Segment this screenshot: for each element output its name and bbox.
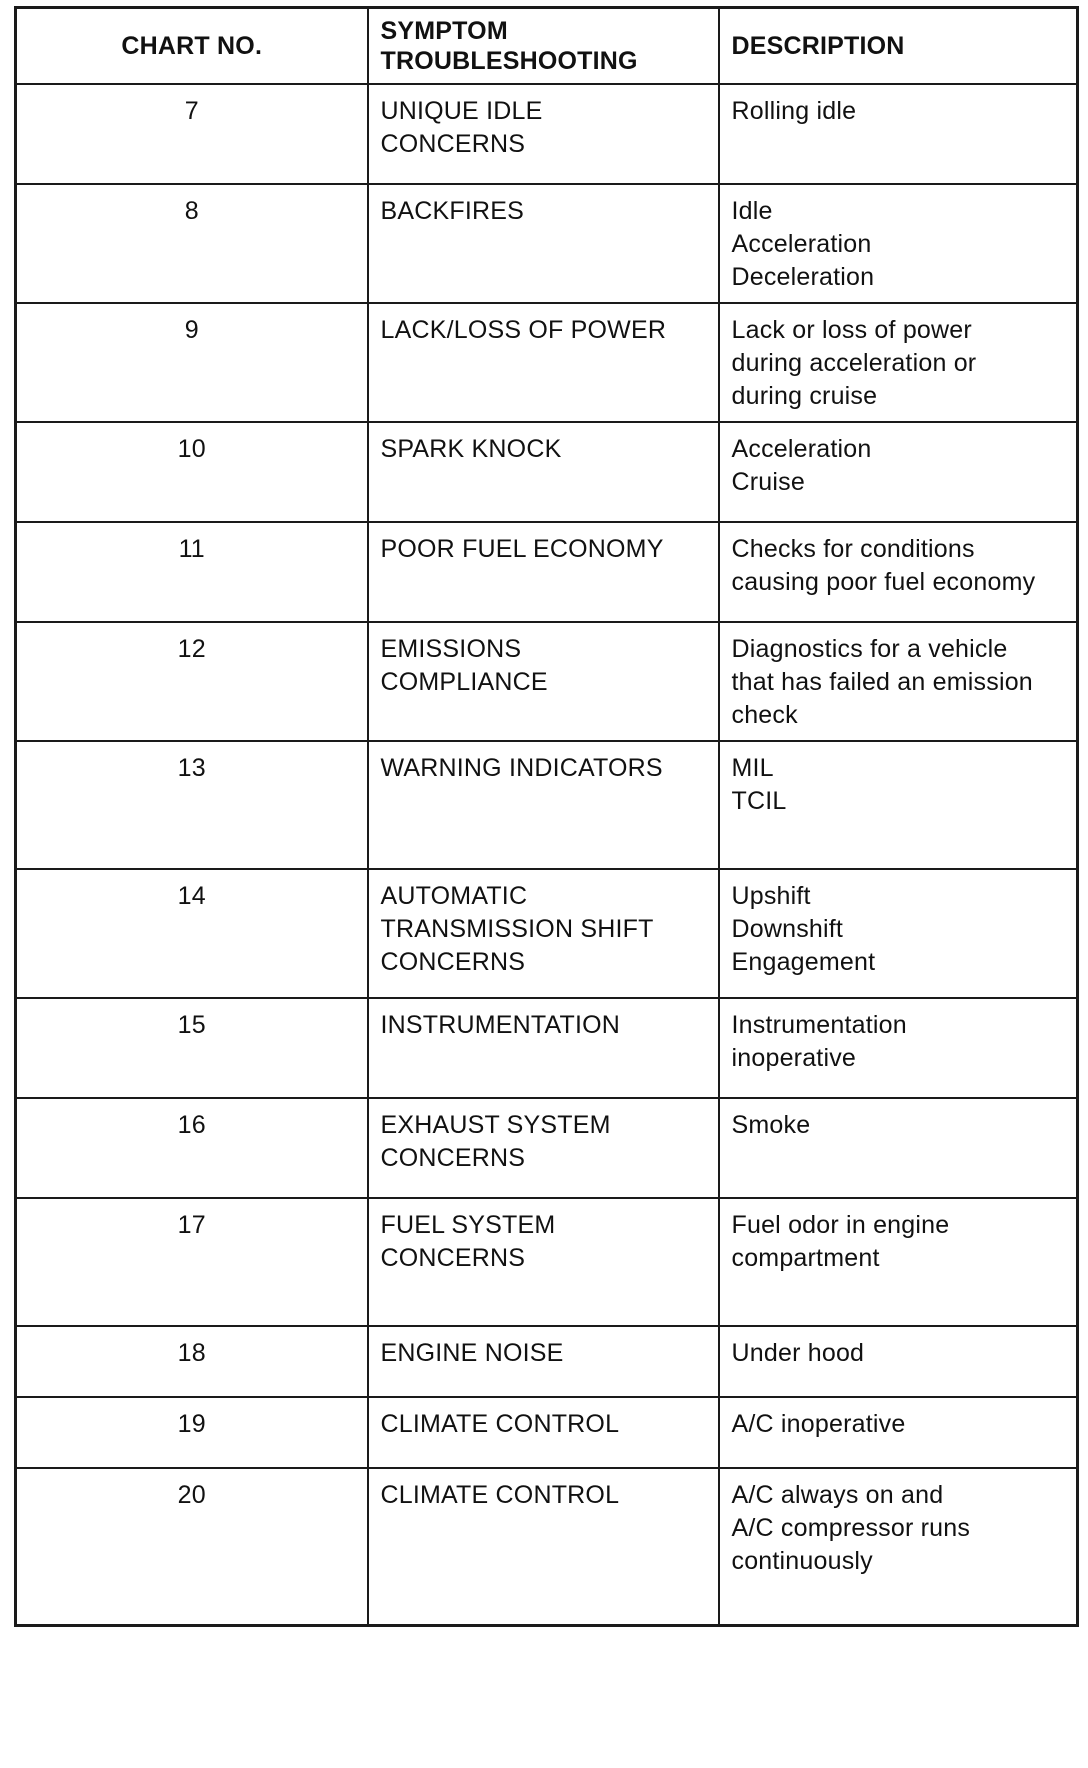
- chart-number: 14: [177, 882, 206, 910]
- symptom-text: CLIMATE CONTROL: [380, 1410, 620, 1438]
- symptom-cell: [368, 998, 719, 1098]
- description-cell: [719, 303, 1078, 422]
- chart-number: 11: [178, 535, 205, 563]
- symptom-cell: [368, 1098, 719, 1198]
- description-text: Diagnostics for a vehicle: [731, 635, 1008, 663]
- symptom-text: TRANSMISSION SHIFT: [380, 915, 654, 943]
- symptom-text: CONCERNS: [380, 948, 526, 976]
- header-symptom-line: TROUBLESHOOTING: [380, 47, 638, 75]
- description-text: Smoke: [731, 1111, 811, 1139]
- description-cell: [719, 1326, 1078, 1397]
- symptom-text: SPARK KNOCK: [380, 435, 562, 463]
- description-text: Under hood: [731, 1339, 865, 1367]
- chart-number-cell: [16, 1326, 368, 1397]
- description-text: Acceleration: [731, 230, 872, 258]
- description-cell: [719, 184, 1078, 303]
- description-cell: [719, 869, 1078, 998]
- description-cell: [719, 422, 1078, 522]
- symptom-cell: [368, 422, 719, 522]
- header-symptom: [368, 8, 719, 85]
- symptom-cell: [368, 622, 719, 741]
- chart-number-cell: [16, 422, 368, 522]
- symptom-text: AUTOMATIC: [380, 882, 528, 910]
- description-text: that has failed an emission: [731, 668, 1033, 696]
- description-cell: [719, 1468, 1078, 1625]
- symptom-cell: [368, 1198, 719, 1326]
- symptom-cell: [368, 184, 719, 303]
- description-text: Rolling idle: [731, 97, 857, 125]
- description-text: compartment: [731, 1244, 880, 1272]
- table-row: [16, 303, 1078, 422]
- table-row: [16, 869, 1078, 998]
- chart-number: 12: [177, 635, 206, 663]
- symptom-cell: [368, 1397, 719, 1468]
- chart-number-cell: [16, 84, 368, 184]
- symptom-text: POOR FUEL ECONOMY: [380, 535, 664, 563]
- table-row: [16, 998, 1078, 1098]
- description-text: check: [731, 701, 798, 729]
- chart-number: 10: [177, 435, 206, 463]
- chart-number-cell: [16, 184, 368, 303]
- symptom-text: INSTRUMENTATION: [380, 1011, 621, 1039]
- chart-number-cell: [16, 522, 368, 622]
- table-row: [16, 184, 1078, 303]
- description-text: Deceleration: [731, 263, 875, 291]
- table-row: [16, 1397, 1078, 1468]
- symptom-cell: [368, 522, 719, 622]
- description-text: during cruise: [731, 382, 878, 410]
- chart-number-cell: [16, 622, 368, 741]
- description-cell: [719, 622, 1078, 741]
- chart-number: 20: [177, 1481, 206, 1509]
- symptom-text: BACKFIRES: [380, 197, 524, 225]
- header-chart-no: [16, 8, 368, 85]
- table-row: [16, 422, 1078, 522]
- chart-number-cell: [16, 741, 368, 869]
- symptom-text: COMPLIANCE: [380, 668, 548, 696]
- table-row: [16, 1098, 1078, 1198]
- symptom-cell: [368, 741, 719, 869]
- description-text: Downshift: [731, 915, 844, 943]
- table-row: [16, 1198, 1078, 1326]
- symptom-text: CLIMATE CONTROL: [380, 1481, 620, 1509]
- chart-number-cell: [16, 1198, 368, 1326]
- symptom-cell: [368, 84, 719, 184]
- table-row: [16, 522, 1078, 622]
- symptom-text: EXHAUST SYSTEM: [380, 1111, 611, 1139]
- description-text: TCIL: [731, 787, 787, 815]
- table-row: [16, 741, 1078, 869]
- troubleshooting-chart-sheet: [14, 6, 1076, 1627]
- table-row: [16, 84, 1078, 184]
- symptom-text: UNIQUE IDLE: [380, 97, 543, 125]
- table-row: [16, 1468, 1078, 1625]
- symptom-cell: [368, 303, 719, 422]
- chart-number: 7: [184, 97, 199, 125]
- chart-number-cell: [16, 869, 368, 998]
- header-description: [719, 8, 1078, 85]
- chart-number: 17: [177, 1211, 206, 1239]
- description-text: Lack or loss of power: [731, 316, 972, 344]
- chart-number-cell: [16, 998, 368, 1098]
- description-text: Engagement: [731, 948, 876, 976]
- symptom-cell: [368, 869, 719, 998]
- description-text: Acceleration: [731, 435, 872, 463]
- description-cell: [719, 998, 1078, 1098]
- symptom-text: LACK/LOSS OF POWER: [380, 316, 667, 344]
- symptom-text: CONCERNS: [380, 130, 526, 158]
- symptom-cell: [368, 1326, 719, 1397]
- description-text: during acceleration or: [731, 349, 977, 377]
- header-symptom-line: SYMPTOM: [380, 17, 508, 45]
- symptom-text: FUEL SYSTEM: [380, 1211, 556, 1239]
- table-header-row: [16, 8, 1078, 85]
- symptom-text: CONCERNS: [380, 1144, 526, 1172]
- chart-number: 13: [177, 754, 206, 782]
- symptom-text: ENGINE NOISE: [380, 1339, 564, 1367]
- symptom-text: CONCERNS: [380, 1244, 526, 1272]
- description-cell: [719, 1198, 1078, 1326]
- description-text: A/C always on and: [731, 1481, 944, 1509]
- symptom-text: EMISSIONS: [380, 635, 522, 663]
- description-cell: [719, 522, 1078, 622]
- chart-number: 8: [184, 197, 199, 225]
- chart-number-cell: [16, 1098, 368, 1198]
- symptom-text: WARNING INDICATORS: [380, 754, 663, 782]
- chart-number: 18: [177, 1339, 206, 1367]
- troubleshooting-chart-table: [14, 6, 1079, 1627]
- description-text: inoperative: [731, 1044, 857, 1072]
- table-body: [16, 84, 1078, 1625]
- header-chart-no-label: CHART NO.: [121, 32, 263, 60]
- header-description-label: DESCRIPTION: [731, 32, 905, 60]
- chart-number: 15: [177, 1011, 206, 1039]
- symptom-cell: [368, 1468, 719, 1625]
- description-text: Idle: [731, 197, 773, 225]
- table-row: [16, 1326, 1078, 1397]
- chart-number: 16: [177, 1111, 206, 1139]
- description-cell: [719, 84, 1078, 184]
- description-text: Instrumentation: [731, 1011, 907, 1039]
- description-text: continuously: [731, 1547, 873, 1575]
- chart-number-cell: [16, 1397, 368, 1468]
- description-cell: [719, 741, 1078, 869]
- description-text: Upshift: [731, 882, 811, 910]
- description-text: MIL: [731, 754, 774, 782]
- description-text: Cruise: [731, 468, 805, 496]
- chart-number: 19: [177, 1410, 206, 1438]
- description-cell: [719, 1397, 1078, 1468]
- chart-number: 9: [184, 316, 199, 344]
- description-text: Fuel odor in engine: [731, 1211, 950, 1239]
- description-text: causing poor fuel economy: [731, 568, 1036, 596]
- description-cell: [719, 1098, 1078, 1198]
- description-text: A/C compressor runs: [731, 1514, 971, 1542]
- table-row: [16, 622, 1078, 741]
- description-text: Checks for conditions: [731, 535, 975, 563]
- description-text: A/C inoperative: [731, 1410, 906, 1438]
- chart-number-cell: [16, 1468, 368, 1625]
- chart-number-cell: [16, 303, 368, 422]
